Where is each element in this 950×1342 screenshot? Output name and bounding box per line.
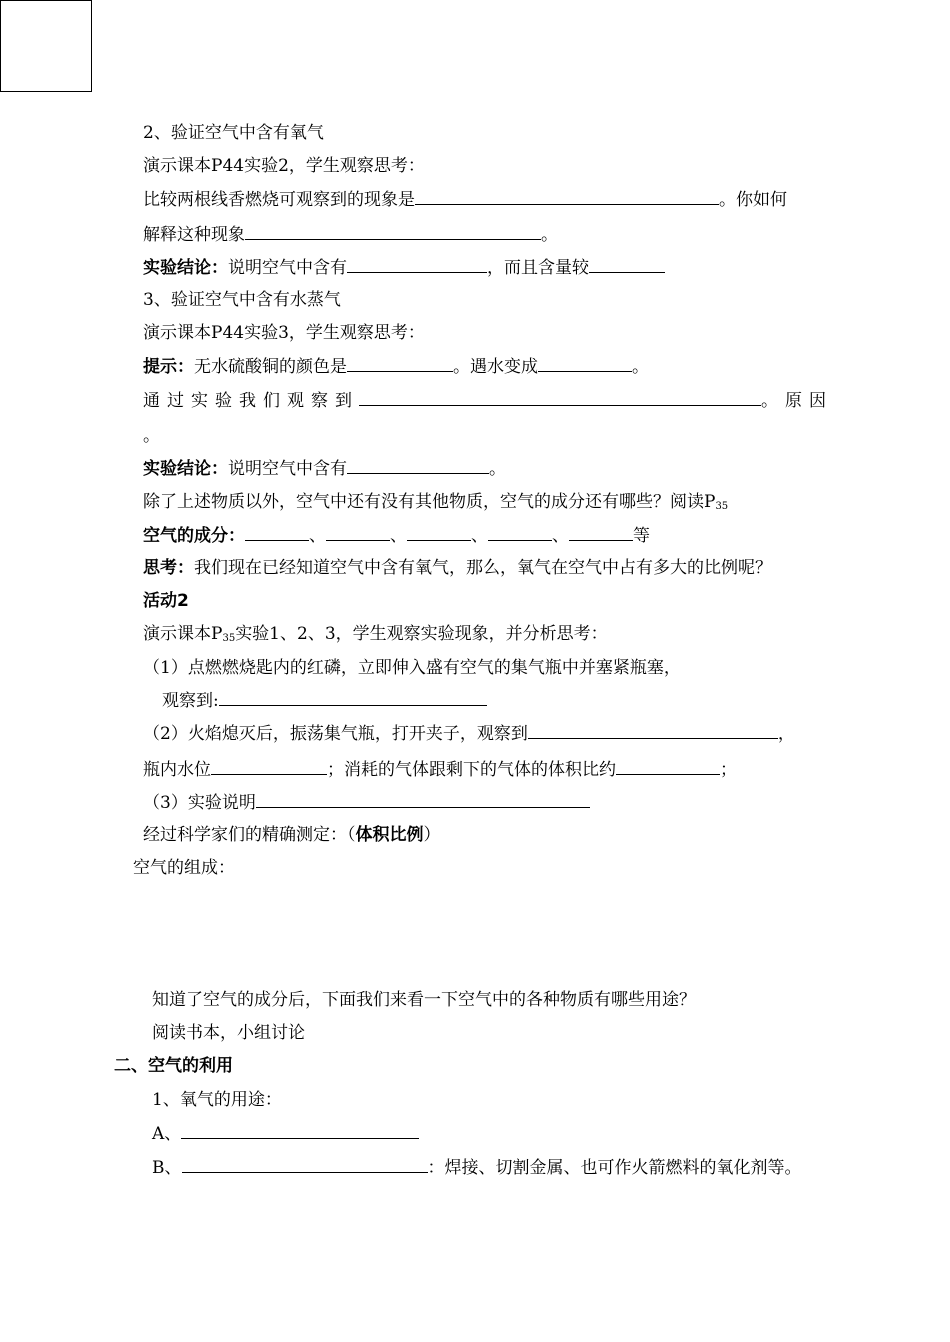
s2-heading: 2、验证空气中含有氧气 [143,123,324,143]
use-b-label: B、 [152,1158,182,1178]
air-composition: 空气的组成： [133,858,235,878]
s2-explain-post: 。 [541,225,558,245]
s3-hint-label: 提示： [143,357,194,377]
step1-observe-text: 观察到: [162,691,219,711]
s2-compare-text: 比较两根线香燃烧可观察到的现象是 [143,190,415,210]
blank[interactable] [326,524,390,541]
blank[interactable] [407,524,471,541]
blank[interactable] [219,689,487,706]
blank[interactable] [589,256,665,273]
step3 [143,791,590,814]
water-level-text: 瓶内水位 [143,760,211,780]
blank[interactable] [347,355,453,372]
water-level [143,758,737,781]
other-question [143,491,728,518]
s3-hint-mid: 。遇水变成 [453,357,538,377]
measure-post: ） [423,825,441,845]
s3-observe-cont: 。 [143,426,160,446]
blank[interactable] [616,758,720,775]
blank[interactable] [181,1122,419,1139]
read-discuss: 阅读书本，小组讨论 [152,1023,305,1043]
other-question-text: 除了上述物质以外，空气中还有没有其他物质，空气的成分还有哪些？阅读P [143,492,716,512]
use-b [152,1156,802,1179]
blank[interactable] [245,223,541,240]
blank[interactable] [488,524,552,541]
use-a-label: A、 [152,1124,182,1144]
blank[interactable] [245,524,309,541]
blank[interactable] [347,256,487,273]
s3-concl-text: 说明空气中含有 [228,459,347,479]
step2-text: （2）火焰熄灭后，振荡集气瓶，打开夹子，观察到 [143,724,528,744]
blank[interactable] [256,791,590,808]
s3-concl-post: 。 [489,459,506,479]
measure [143,824,441,846]
s2-explain [143,223,558,246]
activity2-demo-post: 实验1、2、3，学生观察实验现象，并分析思考： [235,624,608,644]
think-label: 思考： [143,558,194,578]
step2 [143,722,795,745]
blank[interactable] [347,457,489,474]
step1: （1）点燃燃烧匙内的红磷，立即伸入盛有空气的集气瓶中并塞紧瓶塞， [143,658,681,678]
sep: 、 [309,526,326,546]
air-components [143,524,650,547]
s3-conclusion [143,457,506,480]
components-post: 等 [633,526,650,546]
page-sub: 35 [222,633,236,644]
page-sub: 35 [715,501,729,512]
blank[interactable] [528,722,778,739]
s3-observe-post: 。原因 [761,391,833,411]
sep: 、 [552,526,569,546]
blank[interactable] [211,758,327,775]
s3-observe-text: 通过实验我们观察到 [143,391,359,411]
s3-observe [143,389,833,412]
blank[interactable] [569,524,633,541]
blank[interactable] [359,389,761,406]
blank[interactable] [415,188,719,205]
section-air-usage: 二、空气的利用 [114,1056,233,1076]
sep: 、 [471,526,488,546]
think [143,557,772,579]
activity2-demo-pre: 演示课本P [143,624,223,644]
uses-intro: 知道了空气的成分后，下面我们来看一下空气中的各种物质有哪些用途？ [152,990,696,1010]
think-text: 我们现在已经知道空气中含有氧气，那么，氧气在空气中占有多大的比例呢？ [194,558,772,578]
components-label: 空气的成分： [143,526,245,546]
s3-hint-text: 无水硫酸铜的颜色是 [194,357,347,377]
blank[interactable] [182,1156,428,1173]
s3-hint-post: 。 [632,357,649,377]
use-a [152,1122,419,1145]
activity2-demo [143,623,608,650]
s2-compare-post: 。你如何 [719,190,787,210]
measure-text: 经过科学家们的精确测定：（ [143,825,356,845]
s2-compare [143,188,787,211]
s2-concl-text: 说明空气中含有 [228,258,347,278]
measure-bold: 体积比例 [355,825,424,845]
step2-post: ， [777,724,795,744]
blank[interactable] [538,355,632,372]
water-level-mid: ；消耗的气体跟剩下的气体的体积比约 [327,760,616,780]
s3-concl-label: 实验结论： [143,459,228,479]
water-level-post: ； [720,760,737,780]
s2-concl-mid: ，而且含量较 [487,258,589,278]
step1-observe [162,689,487,712]
s2-explain-text: 解释这种现象 [143,225,245,245]
s3-hint [143,355,649,378]
step3-text: （3）实验说明 [143,793,256,813]
s2-concl-label: 实验结论： [143,258,228,278]
sep: 、 [390,526,407,546]
s3-demo: 演示课本P44实验3，学生观察思考： [143,323,425,343]
s2-conclusion [143,256,665,279]
use-b-post: ：焊接、切割金属、也可作火箭燃料的氧化剂等。 [427,1158,802,1178]
s2-demo: 演示课本P44实验2，学生观察思考： [143,156,425,176]
corner-box [0,0,92,92]
activity2-heading: 活动2 [143,591,189,611]
s3-heading: 3、验证空气中含有水蒸气 [143,290,341,310]
oxygen-uses: 1、氧气的用途： [152,1090,282,1110]
